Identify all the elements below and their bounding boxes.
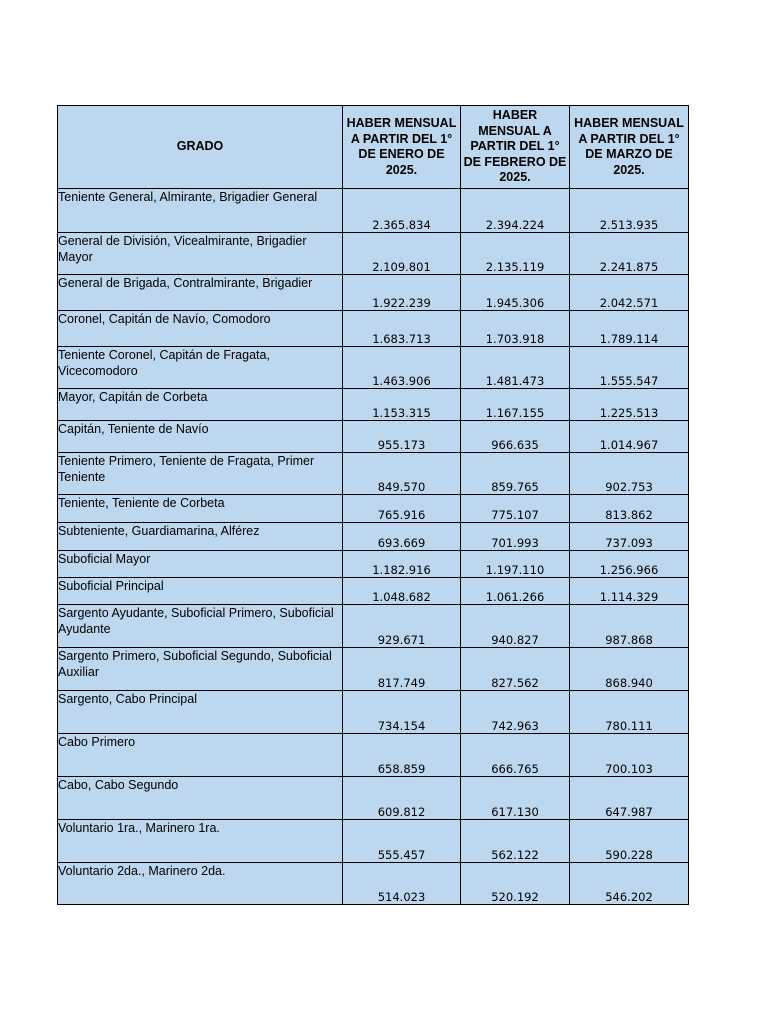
enero-value-cell: 817.749 [343,648,461,691]
febrero-value-cell: 520.192 [461,863,570,905]
enero-value-cell: 658.859 [343,734,461,777]
grado-cell: Teniente Primero, Teniente de Fragata, Primer Teniente [58,453,343,495]
marzo-value-cell: 1.225.513 [570,389,689,421]
table-row [58,495,689,523]
marzo-value-cell: 2.513.935 [570,189,689,233]
header-grado: GRADO [58,106,343,189]
table-row [58,421,689,453]
enero-value-cell: 609.812 [343,777,461,820]
enero-value-cell: 734.154 [343,691,461,734]
grado-cell: Cabo Primero [58,734,343,777]
enero-value-cell: 2.365.834 [343,189,461,233]
table-row [58,189,689,233]
grado-cell: Sargento, Cabo Principal [58,691,343,734]
table-row [58,648,689,691]
grado-cell: Teniente Coronel, Capitán de Fragata, Vicecomodoro [58,347,343,389]
grado-cell: Mayor, Capitán de Corbeta [58,389,343,421]
febrero-value-cell: 617.130 [461,777,570,820]
febrero-value-cell: 1.167.155 [461,389,570,421]
grado-cell: General de División, Vicealmirante, Brigadier Mayor [58,233,343,275]
grado-cell: Suboficial Mayor [58,551,343,578]
grado-cell: Teniente, Teniente de Corbeta [58,495,343,523]
table-row [58,605,689,648]
marzo-value-cell: 987.868 [570,605,689,648]
table-row [58,691,689,734]
grado-cell: Capitán, Teniente de Navío [58,421,343,453]
enero-value-cell: 1.463.906 [343,347,461,389]
table-row [58,777,689,820]
febrero-value-cell: 1.061.266 [461,578,570,605]
marzo-value-cell: 590.228 [570,820,689,863]
table-body [58,189,689,905]
enero-value-cell: 929.671 [343,605,461,648]
grado-cell: Suboficial Principal [58,578,343,605]
grado-cell: Cabo, Cabo Segundo [58,777,343,820]
febrero-value-cell: 1.703.918 [461,311,570,347]
marzo-value-cell: 2.042.571 [570,275,689,311]
enero-value-cell: 1.048.682 [343,578,461,605]
header-row [58,106,689,189]
table-row [58,233,689,275]
header-enero: HABER MENSUAL A PARTIR DEL 1° DE ENERO DE 2025. [343,106,461,189]
table-row [58,734,689,777]
table-row [58,347,689,389]
marzo-value-cell: 813.862 [570,495,689,523]
marzo-value-cell: 780.111 [570,691,689,734]
enero-value-cell: 1.922.239 [343,275,461,311]
enero-value-cell: 514.023 [343,863,461,905]
marzo-value-cell: 1.789.114 [570,311,689,347]
febrero-value-cell: 1.481.473 [461,347,570,389]
grado-cell: Sargento Ayudante, Suboficial Primero, Suboficial Ayudante [58,605,343,648]
header-marzo: HABER MENSUAL A PARTIR DEL 1° DE MARZO DE 2025. [570,106,689,189]
febrero-value-cell: 742.963 [461,691,570,734]
marzo-value-cell: 1.256.966 [570,551,689,578]
febrero-value-cell: 2.135.119 [461,233,570,275]
grado-cell: General de Brigada, Contralmirante, Brigadier [58,275,343,311]
table-row [58,578,689,605]
grado-cell: Voluntario 1ra., Marinero 1ra. [58,820,343,863]
marzo-value-cell: 700.103 [570,734,689,777]
febrero-value-cell: 859.765 [461,453,570,495]
header-febrero: HABER MENSUAL A PARTIR DEL 1° DE FEBRERO DE 2025. [461,106,570,189]
febrero-value-cell: 827.562 [461,648,570,691]
grado-cell: Voluntario 2da., Marinero 2da. [58,863,343,905]
enero-value-cell: 1.153.315 [343,389,461,421]
table-row [58,275,689,311]
marzo-value-cell: 2.241.875 [570,233,689,275]
enero-value-cell: 1.683.713 [343,311,461,347]
table-row [58,389,689,421]
grado-cell: Coronel, Capitán de Navío, Comodoro [58,311,343,347]
table-row [58,551,689,578]
febrero-value-cell: 1.197.110 [461,551,570,578]
marzo-value-cell: 647.987 [570,777,689,820]
febrero-value-cell: 966.635 [461,421,570,453]
febrero-value-cell: 701.993 [461,523,570,551]
grado-cell: Sargento Primero, Suboficial Segundo, Suboficial Auxiliar [58,648,343,691]
febrero-value-cell: 2.394.224 [461,189,570,233]
enero-value-cell: 693.669 [343,523,461,551]
grado-cell: Subteniente, Guardiamarina, Alférez [58,523,343,551]
febrero-value-cell: 940.827 [461,605,570,648]
enero-value-cell: 765.916 [343,495,461,523]
enero-value-cell: 555.457 [343,820,461,863]
table-row [58,311,689,347]
enero-value-cell: 955.173 [343,421,461,453]
febrero-value-cell: 1.945.306 [461,275,570,311]
febrero-value-cell: 666.765 [461,734,570,777]
marzo-value-cell: 1.014.967 [570,421,689,453]
enero-value-cell: 1.182.916 [343,551,461,578]
table-row [58,863,689,905]
marzo-value-cell: 868.940 [570,648,689,691]
febrero-value-cell: 562.122 [461,820,570,863]
marzo-value-cell: 546.202 [570,863,689,905]
salary-table [57,105,689,905]
table-row [58,523,689,551]
marzo-value-cell: 1.555.547 [570,347,689,389]
enero-value-cell: 849.570 [343,453,461,495]
marzo-value-cell: 902.753 [570,453,689,495]
enero-value-cell: 2.109.801 [343,233,461,275]
grado-cell: Teniente General, Almirante, Brigadier General [58,189,343,233]
table-row [58,453,689,495]
table-row [58,820,689,863]
marzo-value-cell: 737.093 [570,523,689,551]
febrero-value-cell: 775.107 [461,495,570,523]
marzo-value-cell: 1.114.329 [570,578,689,605]
